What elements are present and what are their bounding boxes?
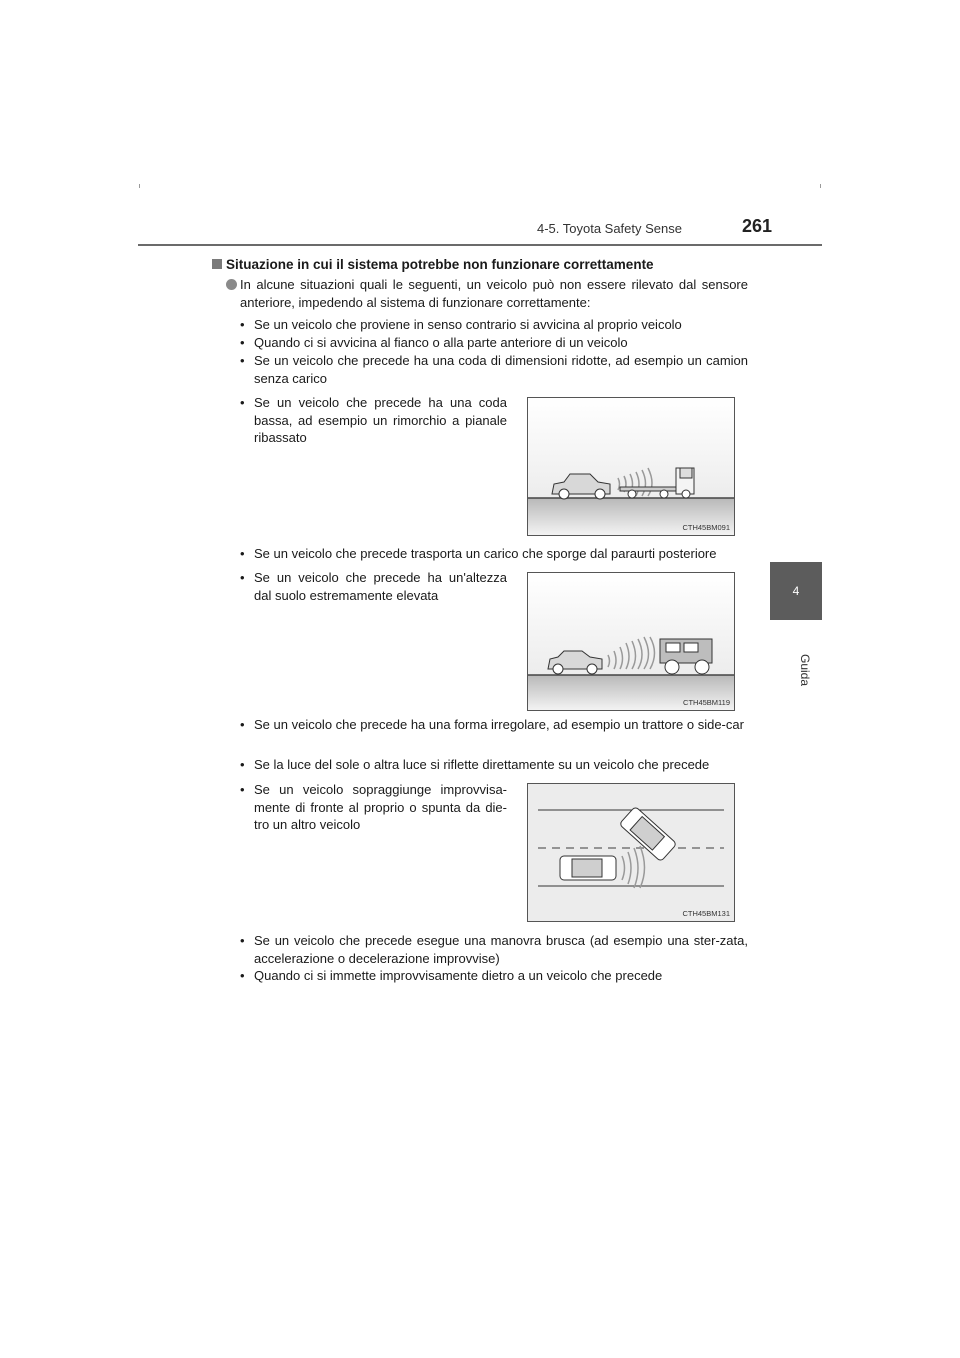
section-heading: [212, 257, 654, 272]
figure-high-clearance: [527, 572, 735, 711]
list-item-text: Quando ci si immette improvvisamente dietro a un veicolo che precede: [254, 968, 663, 983]
list-item-text: Se la luce del sole o altra luce si riflette direttamente su un veicolo che precede: [254, 757, 710, 772]
intro-text: In alcune situazioni quali le seguenti, un veicolo può non essere rilevato dal sensore anteriore, impedendo al sistema di funzionare correttamente:: [240, 277, 748, 310]
bullet-mark: •: [240, 782, 245, 797]
figure-cut-in: [527, 783, 735, 922]
section-title: 4-5. Toyota Safety Sense: [536, 221, 682, 236]
bullet-mark: •: [240, 395, 245, 410]
figure-code: CTH45BM119: [683, 698, 730, 707]
figure-low-trailer: [527, 397, 735, 536]
header-divider: [138, 244, 822, 246]
bullet-mark: •: [240, 353, 245, 368]
bullet-mark: •: [240, 335, 245, 350]
bullet-mark: •: [240, 757, 245, 772]
list-item-text: Se un veicolo che precede ha un'altezza dal suolo estremamente elevata: [254, 570, 507, 603]
figure-code: CTH45BM131: [682, 909, 730, 918]
list-item-text: Se un veicolo che precede ha una coda di dimensioni ridotte, ad esempio un camion senza carico: [254, 353, 748, 386]
list-item-text: Se un veicolo sopraggiunge improvvisa-mente di fronte al proprio o spunta da die-tro un altro veicolo: [254, 782, 507, 832]
intro-paragraph: [226, 276, 748, 312]
crop-mark: [820, 184, 821, 188]
list-item: [240, 352, 748, 387]
list-item: [240, 545, 748, 563]
bullet-mark: •: [240, 317, 245, 332]
list-item: [240, 967, 748, 985]
round-bullet-icon: [226, 279, 237, 290]
list-item: [240, 569, 507, 604]
bullet-mark: •: [240, 717, 245, 732]
bullet-mark: •: [240, 933, 245, 948]
list-item: [240, 756, 748, 774]
figure-code: CTH45BM091: [682, 523, 730, 532]
high-clearance-suv-illustration: [528, 573, 734, 710]
cut-in-vehicle-illustration: [528, 784, 734, 921]
list-item-text: Quando ci si avvicina al fianco o alla parte anteriore di un veicolo: [254, 335, 628, 350]
square-bullet-icon: [212, 259, 222, 269]
crop-mark: [139, 184, 140, 188]
section-heading-text: Situazione in cui il sistema potrebbe non funzionare correttamente: [226, 257, 654, 272]
list-item-text: Se un veicolo che precede trasporta un carico che sporge dal paraurti posteriore: [254, 546, 717, 561]
bullet-mark: •: [240, 570, 245, 585]
list-item-text: Se un veicolo che precede esegue una manovra brusca (ad esempio una ster-zata, accelerazione o decelerazione improvvise): [254, 933, 748, 966]
list-item-text: Se un veicolo che precede ha una forma irregolare, ad esempio un trattore o side-car: [254, 717, 744, 732]
list-item: [240, 334, 748, 352]
chapter-tab[interactable]: 4: [770, 562, 822, 620]
list-item: [240, 316, 748, 334]
list-item: [240, 932, 748, 967]
low-trailer-illustration: [528, 398, 734, 535]
chapter-label: Guida: [798, 653, 812, 687]
list-item: [240, 716, 748, 734]
page-number: 261: [742, 216, 773, 236]
list-item-text: Se un veicolo che proviene in senso contrario si avvicina al proprio veicolo: [254, 317, 682, 332]
bullet-mark: •: [240, 546, 245, 561]
list-item: [240, 394, 507, 447]
list-item-text: Se un veicolo che precede ha una coda bassa, ad esempio un rimorchio a pianale ribassato: [254, 395, 507, 445]
list-item: [240, 781, 507, 834]
bullet-mark: •: [240, 968, 245, 983]
